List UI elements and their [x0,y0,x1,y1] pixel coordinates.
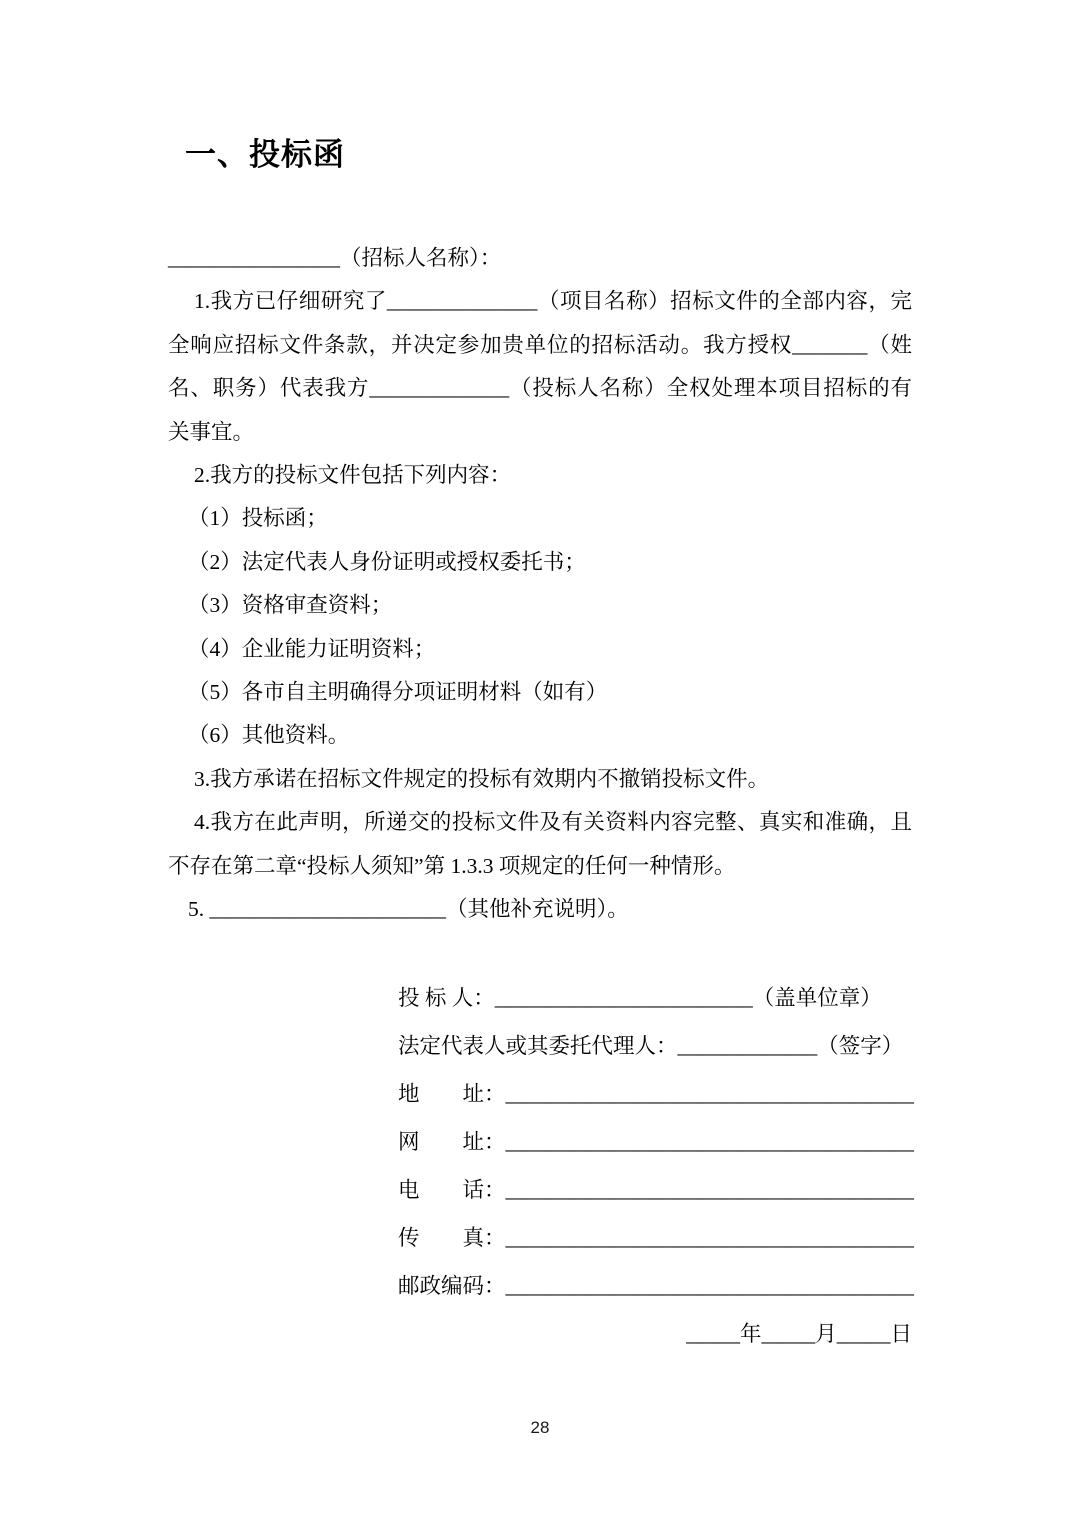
bidder-label: 投 标 人： [398,985,495,1010]
postal-code-row [398,1262,915,1310]
signature-block [398,974,915,1358]
page-content [168,133,915,1358]
fax-blank: ______________________________________ [505,1225,915,1250]
postal-code-label: 邮政编码： [398,1273,506,1298]
postal-code-blank: ______________________________________ [505,1273,915,1298]
address-row [398,1070,915,1118]
fax-row [398,1214,915,1262]
website-label: 网 址： [398,1129,506,1154]
paragraph-4-line-2: 不存在第二章“投标人须知”第 1.3.3 项规定的任何一种情形。 [168,853,736,878]
list-item-6: （6）其他资料。 [188,723,350,748]
salutation-line [168,237,912,280]
paragraph-4-line-1: 4.我方在此声明，所递交的投标文件及有关资料内容完整、真实和准确，且 [194,810,912,835]
address-label: 地 址： [398,1081,506,1106]
section-title: 一、投标函 [185,137,345,172]
paragraph-1-line-4: 关事宜。 [168,419,255,444]
salutation-label: （招标人名称）： [340,246,502,270]
bidder-row [398,974,912,1022]
list-item-1: （1）投标函； [188,506,328,531]
phone-row [398,1166,915,1214]
legal-rep-sign-note: （签字） [817,1033,904,1058]
address-blank: ______________________________________ [505,1081,915,1106]
paragraph-1-line-2: 全响应招标文件条款，并决定参加贵单位的招标活动。我方授权_______（姓 [168,332,912,357]
list-item-2: （2）法定代表人身份证明或授权委托书； [188,549,586,574]
paragraph-5: 5. ______________________（其他补充说明）。 [188,897,629,922]
list-item-3: （3）资格审查资料； [188,593,393,618]
bidder-seal-note: （盖单位章） [752,985,882,1010]
website-row [398,1118,915,1166]
page-number: 28 [530,1418,550,1437]
letter-body [168,237,912,932]
tenderer-name-blank: ________________ [168,246,340,270]
phone-blank: ______________________________________ [505,1177,915,1202]
legal-rep-row [398,1022,912,1070]
list-item-5: （5）各市自主明确得分项证明材料（如有） [188,680,608,705]
legal-rep-blank: _____________ [677,1033,818,1058]
website-blank: ______________________________________ [505,1129,915,1154]
date-line: _____年_____月_____日 [686,1321,912,1346]
fax-label: 传 真： [398,1225,506,1250]
paragraph-1-line-1: 1.我方已仔细研究了______________（项目名称）招标文件的全部内容，完 [194,289,912,314]
list-item-4: （4）企业能力证明资料； [188,636,436,661]
legal-rep-label: 法定代表人或其委托代理人： [398,1033,678,1058]
paragraph-3: 3.我方承诺在招标文件规定的投标有效期内不撤销投标文件。 [194,766,770,791]
phone-label: 电 话： [398,1177,506,1202]
paragraph-1-line-3: 名、职务）代表我方_____________（投标人名称）全权处理本项目招标的有 [168,376,912,401]
paragraph-2: 2.我方的投标文件包括下列内容： [194,463,512,488]
bidder-blank: ________________________ [494,985,753,1010]
